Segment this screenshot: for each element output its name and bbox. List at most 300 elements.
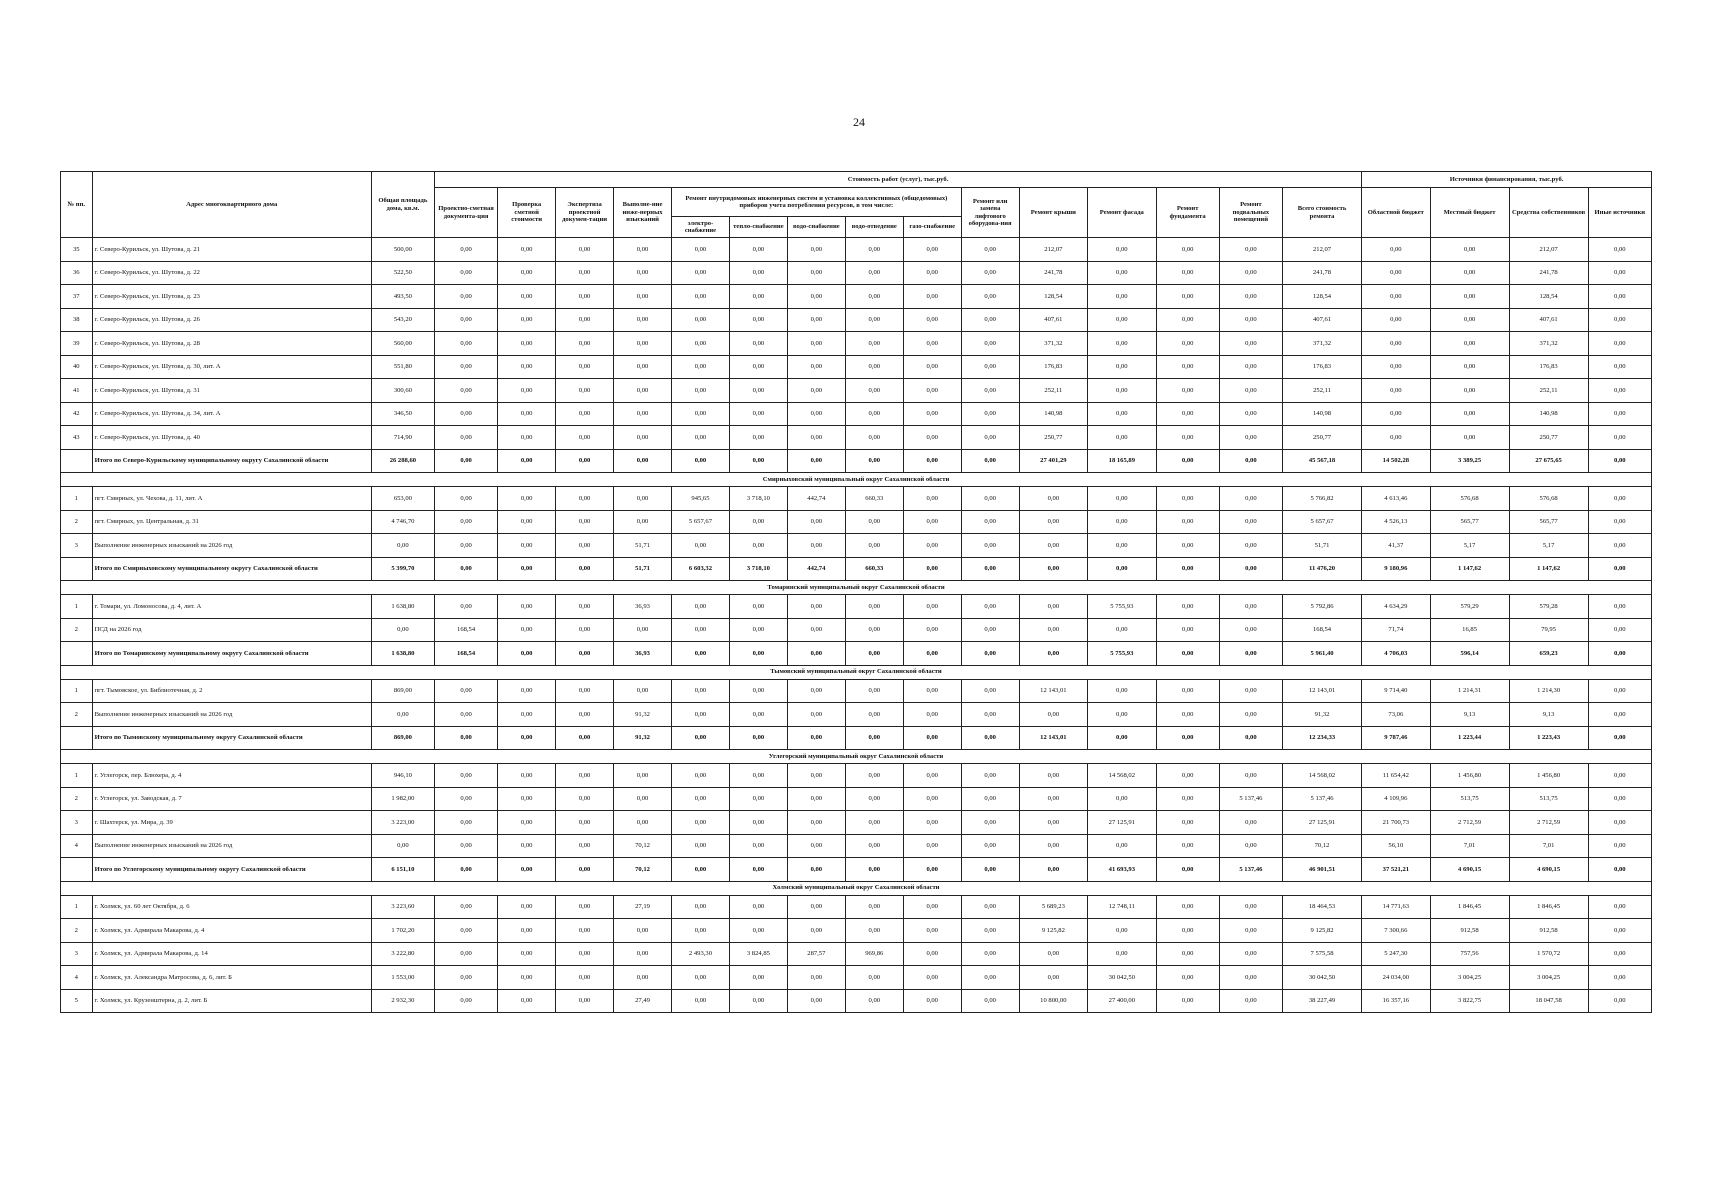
value-cell: 0,00: [1156, 726, 1219, 750]
value-cell: 0,00: [498, 238, 556, 262]
value-cell: 0,00: [498, 989, 556, 1013]
value-cell: 168,54: [434, 618, 497, 642]
value-cell: 1 214,31: [1430, 679, 1509, 703]
value-cell: 0,00: [614, 764, 672, 788]
value-cell: 0,00: [729, 355, 787, 379]
value-cell: 0,00: [729, 261, 787, 285]
value-cell: 0,00: [672, 534, 730, 558]
value-cell: 0,00: [1219, 355, 1282, 379]
value-cell: 579,29: [1430, 595, 1509, 619]
value-cell: 0,00: [1588, 510, 1651, 534]
value-cell: 0,00: [1019, 595, 1087, 619]
value-cell: 0,00: [614, 919, 672, 943]
value-cell: 0,00: [1019, 534, 1087, 558]
value-cell: 0,00: [672, 618, 730, 642]
value-cell: 0,00: [729, 703, 787, 727]
table-row: [61, 679, 1652, 703]
value-cell: 0,00: [845, 402, 903, 426]
value-cell: 0,00: [787, 703, 845, 727]
value-cell: 0,00: [434, 510, 497, 534]
table-row: [61, 989, 1652, 1013]
value-cell: 0,00: [903, 919, 961, 943]
table-row: [61, 811, 1652, 835]
value-cell: 0,00: [1219, 285, 1282, 309]
value-cell: 0,00: [903, 402, 961, 426]
value-cell: 0,00: [729, 379, 787, 403]
value-cell: 0,00: [1156, 355, 1219, 379]
value-cell: 0,00: [845, 787, 903, 811]
value-cell: 0,00: [845, 510, 903, 534]
value-cell: 0,00: [434, 449, 497, 473]
value-cell: 0,00: [903, 238, 961, 262]
value-cell: 0,00: [556, 703, 614, 727]
value-cell: 0,00: [434, 355, 497, 379]
value-cell: 0,00: [614, 942, 672, 966]
row-number: 2: [61, 703, 93, 727]
col-basement: Ремонт подвальных помещений: [1219, 188, 1282, 238]
table-row: [61, 834, 1652, 858]
address-cell: Итого по Углегорскому муниципальному округу Сахалинской области: [92, 858, 371, 882]
value-cell: 0,00: [1088, 834, 1156, 858]
value-cell: 0,00: [556, 402, 614, 426]
value-cell: 0,00: [1588, 449, 1651, 473]
value-cell: 3 718,10: [729, 487, 787, 511]
value-cell: 0,00: [434, 764, 497, 788]
value-cell: 513,75: [1509, 787, 1588, 811]
value-cell: 0,00: [614, 811, 672, 835]
value-cell: 0,00: [614, 966, 672, 990]
value-cell: 522,50: [371, 261, 434, 285]
value-cell: 0,00: [1019, 557, 1087, 581]
value-cell: 51,71: [1282, 534, 1361, 558]
value-cell: 1 702,20: [371, 919, 434, 943]
value-cell: 0,00: [961, 332, 1019, 356]
address-cell: Итого по Северо-Курильскому муниципальному округу Сахалинской области: [92, 449, 371, 473]
value-cell: 0,00: [1019, 858, 1087, 882]
value-cell: 0,00: [1362, 379, 1430, 403]
value-cell: 0,00: [787, 261, 845, 285]
value-cell: 0,00: [1219, 402, 1282, 426]
value-cell: 3 822,75: [1430, 989, 1509, 1013]
value-cell: 3 223,00: [371, 811, 434, 835]
value-cell: 0,00: [672, 726, 730, 750]
value-cell: 0,00: [614, 449, 672, 473]
value-cell: 0,00: [434, 703, 497, 727]
value-cell: 0,00: [845, 811, 903, 835]
value-cell: 0,00: [1088, 285, 1156, 309]
value-cell: 0,00: [498, 618, 556, 642]
value-cell: 0,00: [1019, 487, 1087, 511]
value-cell: 0,00: [903, 834, 961, 858]
value-cell: 0,00: [787, 238, 845, 262]
value-cell: 0,00: [961, 557, 1019, 581]
value-cell: 1 638,80: [371, 642, 434, 666]
value-cell: 1 147,62: [1509, 557, 1588, 581]
col-expertise: Экспертиза проектной докумен-тации: [556, 188, 614, 238]
row-number: 3: [61, 942, 93, 966]
value-cell: 5 399,70: [371, 557, 434, 581]
col-check: Проверка сметной стоимости: [498, 188, 556, 238]
value-cell: 0,00: [1088, 919, 1156, 943]
value-cell: 11 476,20: [1282, 557, 1361, 581]
value-cell: 0,00: [1156, 595, 1219, 619]
value-cell: 70,12: [1282, 834, 1361, 858]
value-cell: 5 792,86: [1282, 595, 1361, 619]
address-cell: г. Холмск, ул. Крузенштерна, д. 2, лит. Б: [92, 989, 371, 1013]
row-number: 42: [61, 402, 93, 426]
value-cell: 0,00: [1019, 811, 1087, 835]
value-cell: 0,00: [1362, 238, 1430, 262]
row-number: 1: [61, 679, 93, 703]
value-cell: 27,19: [614, 895, 672, 919]
value-cell: 10 800,00: [1019, 989, 1087, 1013]
value-cell: 0,00: [845, 679, 903, 703]
value-cell: 0,00: [614, 510, 672, 534]
renovation-cost-table: [60, 171, 1652, 1013]
value-cell: 252,11: [1509, 379, 1588, 403]
value-cell: 0,00: [845, 703, 903, 727]
value-cell: 128,54: [1509, 285, 1588, 309]
value-cell: 0,00: [1156, 332, 1219, 356]
value-cell: 2 932,30: [371, 989, 434, 1013]
value-cell: 0,00: [498, 787, 556, 811]
value-cell: 0,00: [556, 642, 614, 666]
address-cell: г. Холмск, ул. 60 лет Октября, д. 6: [92, 895, 371, 919]
value-cell: 0,00: [434, 787, 497, 811]
address-cell: Итого по Томаринскому муниципальному округу Сахалинской области: [92, 642, 371, 666]
value-cell: 250,77: [1509, 426, 1588, 450]
value-cell: 0,00: [672, 703, 730, 727]
value-cell: 5 137,46: [1219, 858, 1282, 882]
value-cell: 0,00: [614, 355, 672, 379]
value-cell: 0,00: [672, 919, 730, 943]
value-cell: 0,00: [1588, 858, 1651, 882]
value-cell: 0,00: [787, 308, 845, 332]
value-cell: 0,00: [1588, 332, 1651, 356]
value-cell: 4 706,03: [1362, 642, 1430, 666]
value-cell: 0,00: [614, 261, 672, 285]
value-cell: 5 961,40: [1282, 642, 1361, 666]
col-sewer: водо-отведение: [845, 217, 903, 238]
value-cell: 0,00: [729, 966, 787, 990]
value-cell: 241,78: [1019, 261, 1087, 285]
col-surveys: Выполне-ние инже-нерных изысканий: [614, 188, 672, 238]
value-cell: 0,00: [556, 534, 614, 558]
value-cell: 0,00: [434, 919, 497, 943]
table-row: [61, 285, 1652, 309]
value-cell: 38 227,49: [1282, 989, 1361, 1013]
value-cell: 565,77: [1430, 510, 1509, 534]
value-cell: 0,00: [845, 858, 903, 882]
value-cell: 0,00: [903, 308, 961, 332]
value-cell: 0,00: [1156, 642, 1219, 666]
value-cell: 14 502,28: [1362, 449, 1430, 473]
value-cell: 0,00: [845, 966, 903, 990]
value-cell: 0,00: [787, 858, 845, 882]
value-cell: 0,00: [1156, 811, 1219, 835]
value-cell: 0,00: [1019, 642, 1087, 666]
value-cell: 0,00: [787, 426, 845, 450]
value-cell: 0,00: [614, 285, 672, 309]
table-row: [61, 238, 1652, 262]
value-cell: 513,75: [1430, 787, 1509, 811]
group-sources: Источники финансирования, тыс.руб.: [1362, 172, 1652, 188]
table-row: [61, 787, 1652, 811]
value-cell: 0,00: [434, 261, 497, 285]
row-number: 43: [61, 426, 93, 450]
value-cell: 4 109,96: [1362, 787, 1430, 811]
value-cell: 0,00: [672, 679, 730, 703]
value-cell: 0,00: [498, 308, 556, 332]
value-cell: 0,00: [614, 308, 672, 332]
value-cell: 12 143,01: [1282, 679, 1361, 703]
value-cell: 0,00: [1088, 534, 1156, 558]
value-cell: 0,00: [845, 895, 903, 919]
value-cell: 0,00: [498, 355, 556, 379]
value-cell: 0,00: [434, 487, 497, 511]
table-row: [61, 308, 1652, 332]
value-cell: 576,68: [1509, 487, 1588, 511]
section-title: Углегорский муниципальный округ Сахалинской области: [61, 750, 1652, 764]
row-number: [61, 557, 93, 581]
table-row: [61, 618, 1652, 642]
value-cell: 0,00: [556, 966, 614, 990]
value-cell: 91,32: [614, 703, 672, 727]
value-cell: 0,00: [614, 787, 672, 811]
value-cell: 0,00: [434, 534, 497, 558]
value-cell: 0,00: [1362, 402, 1430, 426]
value-cell: 0,00: [1088, 618, 1156, 642]
value-cell: 0,00: [672, 811, 730, 835]
value-cell: 0,00: [556, 895, 614, 919]
value-cell: 0,00: [845, 834, 903, 858]
value-cell: 30 042,50: [1088, 966, 1156, 990]
value-cell: 0,00: [1156, 895, 1219, 919]
value-cell: 0,00: [498, 402, 556, 426]
address-cell: ПСД на 2026 год: [92, 618, 371, 642]
value-cell: 1 223,43: [1509, 726, 1588, 750]
col-gas: газо-снабжение: [903, 217, 961, 238]
address-cell: г. Северо-Курильск, ул. Шутова, д. 22: [92, 261, 371, 285]
value-cell: 0,00: [1019, 787, 1087, 811]
value-cell: 0,00: [787, 332, 845, 356]
value-cell: 0,00: [434, 966, 497, 990]
row-number: 2: [61, 919, 93, 943]
value-cell: 140,98: [1282, 402, 1361, 426]
value-cell: 0,00: [498, 595, 556, 619]
value-cell: 0,00: [903, 379, 961, 403]
address-cell: г. Северо-Курильск, ул. Шутова, д. 23: [92, 285, 371, 309]
value-cell: 1 456,80: [1509, 764, 1588, 788]
value-cell: 0,00: [672, 895, 730, 919]
value-cell: 0,00: [1588, 834, 1651, 858]
value-cell: 0,00: [903, 764, 961, 788]
value-cell: 0,00: [371, 703, 434, 727]
value-cell: 0,00: [961, 895, 1019, 919]
value-cell: 0,00: [1156, 618, 1219, 642]
address-cell: г. Углегорск, пер. Блюхера, д. 4: [92, 764, 371, 788]
value-cell: 91,32: [614, 726, 672, 750]
value-cell: 0,00: [498, 858, 556, 882]
section-header-row: [61, 881, 1652, 895]
value-cell: 2 493,30: [672, 942, 730, 966]
value-cell: 27,49: [614, 989, 672, 1013]
section-header-row: [61, 473, 1652, 487]
value-cell: 140,98: [1509, 402, 1588, 426]
section-title: Смирныховский муниципальный округ Сахалинской области: [61, 473, 1652, 487]
address-cell: пгт. Тымовское, ул. Библиотечная, д. 2: [92, 679, 371, 703]
value-cell: 0,00: [903, 332, 961, 356]
value-cell: 0,00: [1588, 487, 1651, 511]
value-cell: 0,00: [498, 895, 556, 919]
value-cell: 41 693,93: [1088, 858, 1156, 882]
value-cell: 0,00: [1588, 811, 1651, 835]
value-cell: 0,00: [1156, 557, 1219, 581]
value-cell: 869,00: [371, 726, 434, 750]
value-cell: 0,00: [556, 726, 614, 750]
value-cell: 0,00: [961, 642, 1019, 666]
value-cell: 0,00: [1019, 764, 1087, 788]
value-cell: 3 223,60: [371, 895, 434, 919]
value-cell: 128,54: [1282, 285, 1361, 309]
value-cell: 0,00: [1588, 557, 1651, 581]
value-cell: 0,00: [961, 703, 1019, 727]
value-cell: 0,00: [556, 989, 614, 1013]
value-cell: 0,00: [961, 764, 1019, 788]
value-cell: 0,00: [556, 764, 614, 788]
value-cell: 300,60: [371, 379, 434, 403]
value-cell: 0,00: [787, 966, 845, 990]
value-cell: 0,00: [672, 764, 730, 788]
value-cell: 0,00: [1362, 355, 1430, 379]
value-cell: 0,00: [845, 355, 903, 379]
value-cell: 0,00: [1156, 510, 1219, 534]
value-cell: 0,00: [434, 285, 497, 309]
value-cell: 0,00: [787, 449, 845, 473]
value-cell: 0,00: [434, 679, 497, 703]
value-cell: 0,00: [1019, 966, 1087, 990]
address-cell: г. Холмск, ул. Адмирала Макарова, д. 4: [92, 919, 371, 943]
section-title: Тымовский муниципальный округ Сахалинской области: [61, 665, 1652, 679]
address-cell: г. Северо-Курильск, ул. Шутова, д. 28: [92, 332, 371, 356]
total-row: [61, 726, 1652, 750]
value-cell: 0,00: [1588, 379, 1651, 403]
value-cell: 0,00: [434, 595, 497, 619]
table-row: [61, 261, 1652, 285]
value-cell: 0,00: [787, 787, 845, 811]
address-cell: г. Северо-Курильск, ул. Шутова, д. 30, лит. А: [92, 355, 371, 379]
row-number: 4: [61, 966, 93, 990]
value-cell: 0,00: [1156, 308, 1219, 332]
value-cell: 4 613,46: [1362, 487, 1430, 511]
value-cell: 0,00: [614, 618, 672, 642]
value-cell: 0,00: [845, 379, 903, 403]
value-cell: 0,00: [1088, 355, 1156, 379]
value-cell: 9 125,82: [1282, 919, 1361, 943]
value-cell: 7,01: [1430, 834, 1509, 858]
value-cell: 0,00: [1430, 355, 1509, 379]
value-cell: 0,00: [672, 989, 730, 1013]
row-number: 1: [61, 595, 93, 619]
value-cell: 0,00: [1588, 787, 1651, 811]
value-cell: 0,00: [1588, 764, 1651, 788]
value-cell: 3 004,25: [1430, 966, 1509, 990]
value-cell: 27 125,91: [1282, 811, 1361, 835]
value-cell: 3 824,85: [729, 942, 787, 966]
value-cell: 70,12: [614, 834, 672, 858]
value-cell: 4 690,15: [1430, 858, 1509, 882]
value-cell: 0,00: [729, 595, 787, 619]
address-cell: г. Северо-Курильск, ул. Шутова, д. 40: [92, 426, 371, 450]
value-cell: 0,00: [845, 238, 903, 262]
col-other: Иные источники: [1588, 188, 1651, 238]
value-cell: 140,98: [1019, 402, 1087, 426]
value-cell: 0,00: [1219, 989, 1282, 1013]
value-cell: 0,00: [903, 618, 961, 642]
value-cell: 0,00: [1362, 308, 1430, 332]
col-design: Проектно-сметная документа-ция: [434, 188, 497, 238]
value-cell: 0,00: [1219, 449, 1282, 473]
value-cell: 0,00: [556, 618, 614, 642]
value-cell: 0,00: [498, 379, 556, 403]
col-electric: электро-снабжение: [672, 217, 730, 238]
value-cell: 70,12: [614, 858, 672, 882]
value-cell: 0,00: [1088, 487, 1156, 511]
value-cell: 0,00: [556, 834, 614, 858]
value-cell: 0,00: [1219, 966, 1282, 990]
value-cell: 0,00: [1588, 238, 1651, 262]
value-cell: 0,00: [672, 858, 730, 882]
value-cell: 250,77: [1282, 426, 1361, 450]
value-cell: 0,00: [498, 261, 556, 285]
value-cell: 0,00: [556, 308, 614, 332]
table-row: [61, 355, 1652, 379]
value-cell: 27 125,91: [1088, 811, 1156, 835]
value-cell: 0,00: [498, 510, 556, 534]
value-cell: 0,00: [845, 618, 903, 642]
value-cell: 212,07: [1509, 238, 1588, 262]
value-cell: 18 165,89: [1088, 449, 1156, 473]
table-row: [61, 487, 1652, 511]
value-cell: 4 526,13: [1362, 510, 1430, 534]
value-cell: 5 766,82: [1282, 487, 1361, 511]
row-number: [61, 642, 93, 666]
value-cell: 579,28: [1509, 595, 1588, 619]
value-cell: 407,61: [1019, 308, 1087, 332]
total-row: [61, 858, 1652, 882]
value-cell: 0,00: [556, 811, 614, 835]
value-cell: 0,00: [845, 534, 903, 558]
value-cell: 0,00: [729, 989, 787, 1013]
value-cell: 0,00: [1156, 703, 1219, 727]
value-cell: 5 755,93: [1088, 595, 1156, 619]
value-cell: 0,00: [1088, 703, 1156, 727]
value-cell: 0,00: [787, 379, 845, 403]
value-cell: 0,00: [1588, 919, 1651, 943]
value-cell: 46 901,51: [1282, 858, 1361, 882]
value-cell: 0,00: [498, 919, 556, 943]
table-row: [61, 379, 1652, 403]
table-row: [61, 942, 1652, 966]
value-cell: 0,00: [434, 989, 497, 1013]
value-cell: 0,00: [1156, 285, 1219, 309]
value-cell: 56,10: [1362, 834, 1430, 858]
address-cell: Итого по Смирныховскому муниципальному округу Сахалинской области: [92, 557, 371, 581]
value-cell: 0,00: [903, 858, 961, 882]
value-cell: 0,00: [498, 534, 556, 558]
value-cell: 0,00: [845, 261, 903, 285]
value-cell: 0,00: [672, 261, 730, 285]
